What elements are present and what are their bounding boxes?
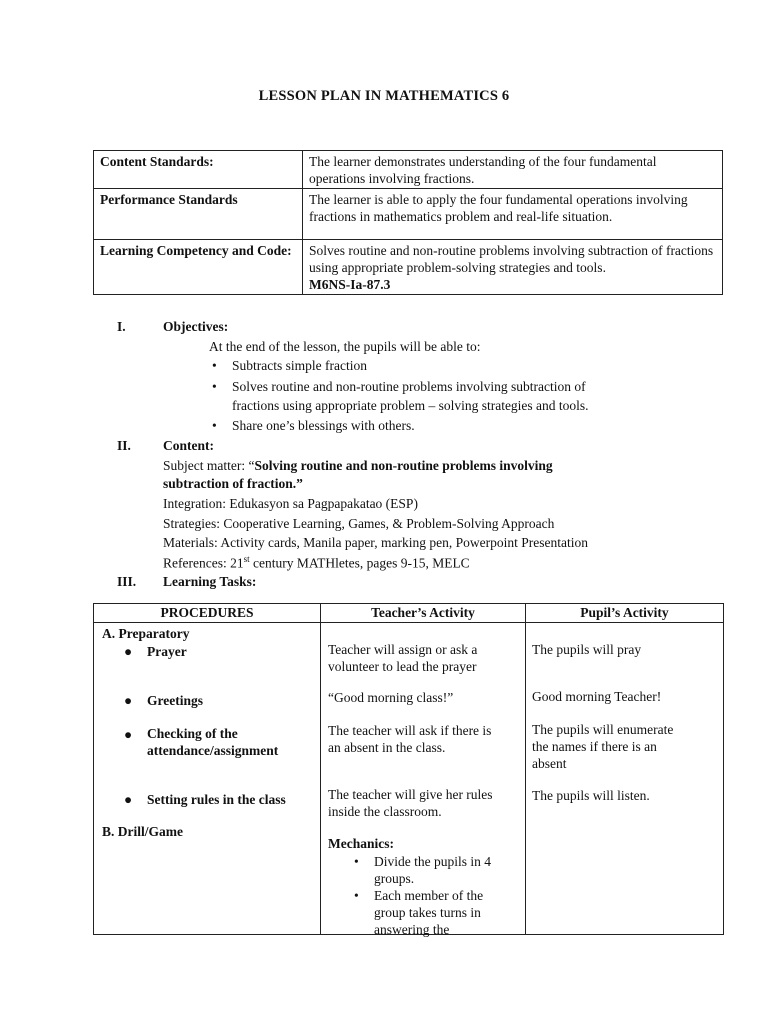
objective-item-continued: fractions using appropriate problem – solving strategies and tools. bbox=[232, 398, 589, 413]
bullet-icon: ● bbox=[124, 727, 133, 742]
proc-rules: Setting rules in the class bbox=[147, 792, 286, 807]
subject-title: Solving routine and non-routine problems involving bbox=[254, 458, 553, 473]
table-row bbox=[94, 151, 723, 189]
objectives-intro: At the end of the lesson, the pupils will be able to: bbox=[209, 339, 481, 354]
mechanics-heading: Mechanics: bbox=[328, 836, 394, 851]
proc-drill: B. Drill/Game bbox=[102, 824, 183, 839]
procedures-cell bbox=[94, 623, 321, 935]
teacher-check: The teacher will ask if there is bbox=[328, 723, 492, 738]
bullet-icon: • bbox=[354, 854, 359, 869]
bullet-icon: ● bbox=[124, 792, 133, 807]
objectives-heading: Objectives: bbox=[163, 319, 229, 334]
teacher-greeting: “Good morning class!” bbox=[328, 690, 454, 705]
bullet-icon: • bbox=[212, 358, 217, 373]
table-row bbox=[94, 240, 723, 295]
pupil-enumerate: The pupils will enumerate bbox=[532, 722, 674, 737]
references-suffix: century MATHletes, pages 9-15, MELC bbox=[249, 555, 470, 571]
competency-code: M6NS-Ia-87.3 bbox=[309, 277, 391, 292]
bullet-icon: • bbox=[354, 888, 359, 903]
column-header: Pupil’s Activity bbox=[526, 604, 724, 623]
standard-label: Performance Standards bbox=[94, 189, 303, 240]
proc-prayer: Prayer bbox=[147, 644, 187, 659]
bullet-icon: ● bbox=[124, 693, 133, 708]
standards-table bbox=[93, 150, 723, 295]
standard-text: The learner is able to apply the four fundamental operations involving fractions in mathematics problem and real-life situation. bbox=[303, 189, 723, 240]
standard-label: Learning Competency and Code: bbox=[94, 240, 303, 295]
references-sup: st bbox=[243, 554, 250, 564]
column-header: Teacher’s Activity bbox=[321, 604, 526, 623]
pupil-listen: The pupils will listen. bbox=[532, 788, 650, 803]
mechanics-item: Divide the pupils in 4 bbox=[374, 854, 491, 869]
subject-matter-continued bbox=[163, 476, 303, 492]
mechanics-item-continued: group takes turns in bbox=[374, 905, 481, 920]
strategies-line: Strategies: Cooperative Learning, Games, & Problem-Solving Approach bbox=[163, 516, 555, 531]
pupil-prayer: The pupils will pray bbox=[532, 642, 642, 657]
standard-text: The learner demonstrates understanding of the four fundamental operations involving fractions. bbox=[303, 151, 723, 189]
materials-line: Materials: Activity cards, Manila paper, marking pen, Powerpoint Presentation bbox=[163, 535, 588, 550]
bullet-icon: ● bbox=[124, 644, 133, 659]
learning-tasks-heading: Learning Tasks: bbox=[163, 574, 257, 589]
subject-title-continued: subtraction of fraction.” bbox=[163, 476, 303, 491]
proc-preparatory: A. Preparatory bbox=[102, 626, 190, 641]
pupil-enumerate-continued: absent bbox=[532, 756, 567, 771]
mechanics-item-continued: groups. bbox=[374, 871, 415, 886]
proc-greetings: Greetings bbox=[147, 693, 203, 708]
procedures-table bbox=[93, 603, 724, 935]
table-row bbox=[94, 189, 723, 240]
proc-checking-continued: attendance/assignment bbox=[147, 743, 279, 758]
content-heading: Content: bbox=[163, 438, 214, 453]
pupil-enumerate-continued: the names if there is an bbox=[532, 739, 657, 754]
teacher-rules: The teacher will give her rules bbox=[328, 787, 493, 802]
bullet-icon: • bbox=[212, 379, 217, 394]
content-numeral: II. bbox=[117, 438, 131, 453]
integration-line: Integration: Edukasyon sa Pagpapakatao (ESP) bbox=[163, 496, 418, 511]
table-row bbox=[94, 623, 724, 935]
objective-item: Solves routine and non-routine problems involving subtraction of bbox=[232, 379, 586, 394]
teacher-rules-continued: inside the classroom. bbox=[328, 804, 442, 819]
references-prefix: References: 21 bbox=[163, 555, 244, 571]
mechanics-item: Each member of the bbox=[374, 888, 484, 903]
pupil-greeting: Good morning Teacher! bbox=[532, 689, 662, 704]
objective-item: Share one’s blessings with others. bbox=[232, 418, 415, 433]
teacher-prayer: Teacher will assign or ask a bbox=[328, 642, 478, 657]
objectives-numeral: I. bbox=[117, 319, 126, 334]
standard-cell bbox=[303, 240, 723, 295]
objective-item: Subtracts simple fraction bbox=[232, 358, 367, 373]
subject-matter bbox=[163, 458, 553, 474]
bullet-icon: • bbox=[212, 418, 217, 433]
document-title: LESSON PLAN IN MATHEMATICS 6 bbox=[258, 88, 510, 104]
references-line bbox=[163, 554, 470, 572]
standard-label: Content Standards: bbox=[94, 151, 303, 189]
table-header-row bbox=[94, 604, 724, 623]
pupil-activity-cell bbox=[526, 623, 724, 935]
subject-label: Subject matter: “ bbox=[163, 458, 255, 473]
teacher-prayer-continued: volunteer to lead the prayer bbox=[328, 659, 477, 674]
mechanics-item-continued: answering the bbox=[374, 922, 450, 937]
proc-checking: Checking of the bbox=[147, 726, 238, 741]
teacher-check-continued: an absent in the class. bbox=[328, 740, 446, 755]
column-header: PROCEDURES bbox=[94, 604, 321, 623]
teacher-activity-cell bbox=[321, 623, 526, 935]
learning-tasks-numeral: III. bbox=[117, 574, 137, 589]
standard-text: Solves routine and non-routine problems involving subtraction of fractions using appropriate problem-solving strategies and tools. bbox=[309, 243, 714, 275]
